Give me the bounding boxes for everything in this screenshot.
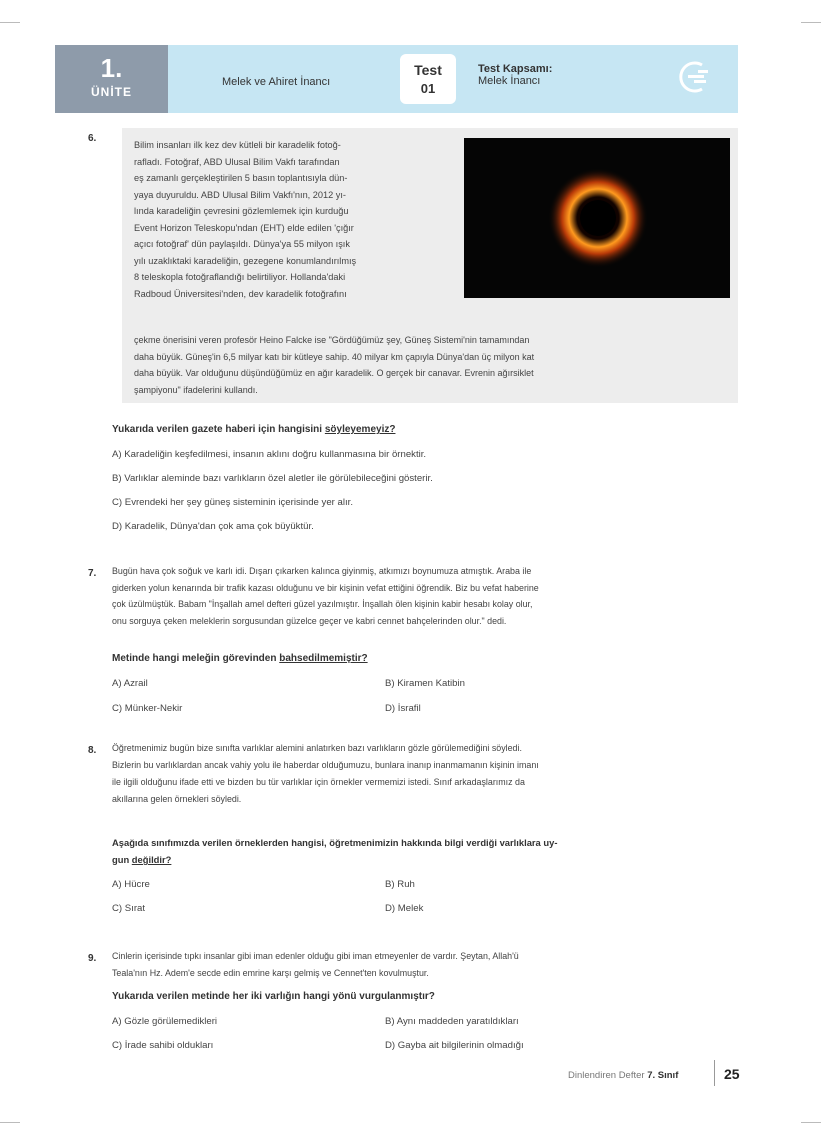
footer-book-title: [568, 1070, 678, 1081]
text-line: ile ilgili olduğunu ifade etti ve bizden bu tür varlıklar için örnekler vermemizi istedi. Sınıf arkadaşlarımız da: [112, 777, 525, 787]
text-line: Bizlerin bu varlıklardan ancak vahiy yolu ile haberdar olduğumuzu, bunlara inanıp inanmamanın kişinin imanı: [112, 760, 539, 770]
book-name: Dinlendiren Defter: [568, 1070, 645, 1081]
question-passage: [112, 948, 519, 981]
header-title: Melek ve Ahiret İnancı: [222, 76, 331, 88]
text-line: çok üzülmüştük. Babam "İnşallah amel defteri güzel yazılmıştır. İnşallah ölen kişinin kabir hesabı kolay olur,: [112, 599, 533, 609]
answer-option[interactable]: D) Gayba ait bilgilerinin olmadığı: [385, 1040, 524, 1051]
question-text: Aşağıda sınıfımızda verilen örneklerden hangisi, öğretmenimizin hakkında bilgi verdiği varlıklara uy-: [112, 837, 558, 848]
test-number: 01: [420, 81, 436, 96]
grade-label: 7. Sınıf: [647, 1070, 679, 1081]
text-line: 8 teleskopla fotoğraflandığı belirtiliyor. Hollanda'daki: [134, 272, 346, 282]
text-line: eş zamanlı gerçekleştirilen 5 basın toplantısıyla dün-: [134, 173, 348, 183]
answer-option[interactable]: B) Kiramen Katibin: [385, 678, 465, 689]
answer-option[interactable]: C) İrade sahibi oldukları: [112, 1040, 214, 1051]
question-emphasis: değildir?: [131, 854, 172, 865]
text-line: Bilim insanları ilk kez dev kütleli bir karadelik fotoğ-: [134, 140, 341, 150]
unit-number: 1.: [100, 53, 123, 83]
crop-mark: [0, 22, 20, 23]
text-line: yaya duyuruldu. ABD Ulusal Bilim Vakfı'nın, 2012 yı-: [134, 189, 346, 200]
news-text-full: [134, 332, 534, 398]
text-line: çekme önerisini veren profesör Heino Falcke ise "Gördüğümüz şey, Güneş Sistemi'nin tamamından: [134, 335, 530, 345]
answer-option[interactable]: D) Melek: [385, 903, 424, 914]
text-line: rafladı. Fotoğraf, ABD Ulusal Bilim Vakfı tarafından: [134, 156, 340, 167]
question-stem: [112, 424, 395, 435]
text-line: akıllarına gelen örnekleri söyledi.: [112, 794, 242, 804]
answer-option[interactable]: A) Azrail: [112, 678, 148, 689]
question-text: gun: [112, 854, 132, 865]
text-line: daha büyük. Güneş'in 6,5 milyar katı bir kütleye sahip. 40 milyar km çapıyla Dünya'dan üç milyon kat: [134, 351, 535, 362]
question-text: Metinde hangi meleğin görevinden: [112, 653, 280, 664]
answer-option[interactable]: D) İsrafil: [385, 703, 421, 714]
text-line: Cinlerin içerisinde tıpkı insanlar gibi iman edenler olduğu gibi iman etmeyenler de vardır. Şeytan, Allah'ü: [112, 951, 519, 961]
text-line: açıcı fotoğraf' dün paylaşıldı. Dünya'ya 55 milyon ışık: [134, 239, 350, 249]
question-stem: Yukarıda verilen metinde her iki varlığın hangi yönü vurgulanmıştır?: [112, 991, 435, 1002]
answer-option[interactable]: A) Hücre: [112, 879, 150, 890]
answer-option[interactable]: C) Evrendeki her şey güneş sisteminin içerisinde yer alır.: [112, 497, 354, 508]
question-passage: [112, 563, 539, 629]
answer-option[interactable]: C) Sırat: [112, 903, 146, 914]
publisher-logo-icon: [672, 55, 720, 103]
scope-label: Test Kapsamı:: [478, 63, 553, 75]
unit-badge: [55, 45, 168, 113]
question-passage: [112, 740, 539, 808]
question-number: 7.: [88, 568, 97, 579]
text-line: Öğretmenimiz bugün bize sınıfta varlıklar alemini anlatırken bazı varlıkların gözle görülemediğini söyledi.: [112, 743, 522, 753]
text-line: Bugün hava çok soğuk ve karlı idi. Dışarı çıkarken kalınca giyinmiş, atkımızı boynumuza atmıştık. Araba ile: [112, 566, 532, 576]
test-scope: [478, 63, 552, 87]
text-line: Teala'nın Hz. Adem'e secde edin emrine karşı gelmiş ve Cennet'ten kovulmuştur.: [112, 967, 429, 978]
answer-option[interactable]: B) Varlıklar aleminde bazı varlıkların özel aletler ile görülebileceğini gösterir.: [112, 473, 433, 484]
answer-option[interactable]: A) Karadeliğin keşfedilmesi, insanın aklını doğru kullanmasına bir örnektir.: [112, 449, 427, 460]
text-line: Radboud Üniversitesi'nden, dev karadelik fotoğrafını: [134, 288, 347, 299]
text-line: lında karadeliğin çevresini gözlemlemek için kurduğu: [134, 206, 349, 216]
question-stem: [112, 834, 557, 868]
answer-option[interactable]: B) Ruh: [385, 879, 415, 890]
answer-option[interactable]: C) Münker-Nekir: [112, 703, 183, 714]
text-line: onu sorguya çeken meleklerin sorgusundan güzelce geçer ve kabri cennet bahçelerinden olur." dedi.: [112, 615, 507, 626]
question-text: Yukarıda verilen gazete haberi için hangisini: [112, 424, 325, 435]
crop-mark: [801, 1122, 821, 1123]
question-number: 8.: [88, 745, 97, 756]
answer-option[interactable]: B) Aynı maddeden yaratıldıkları: [385, 1016, 519, 1027]
crop-mark: [0, 1122, 20, 1123]
text-line: daha büyük. Var olduğunu düşündüğümüz en ağır karadelik. O gerçek bir canavar. Evrenin ağırsiklet: [134, 368, 534, 378]
test-label: Test: [414, 62, 442, 78]
black-hole-photo: [464, 138, 730, 298]
question-number: 9.: [88, 953, 97, 964]
answer-option[interactable]: A) Gözle görülemedikleri: [112, 1016, 218, 1027]
test-badge: [400, 54, 456, 104]
unit-label: ÜNİTE: [91, 85, 132, 99]
text-line: giderken yolun kenarında bir trafik kazası olduğunu ve bir kişinin vefat ettiğini öğrendik. Biz bu vefat haberine: [112, 582, 539, 593]
news-text-wrapped: [134, 137, 356, 302]
scope-value: Melek İnancı: [478, 75, 541, 87]
text-line: yılı uzaklıktaki karadeliğin, gezegene konumlandırılmış: [134, 255, 357, 266]
black-hole-image: [464, 138, 730, 298]
footer-divider: [714, 1060, 715, 1086]
question-emphasis: bahsedilmemiştir?: [279, 653, 368, 664]
question-stem: [112, 653, 368, 664]
crop-mark: [801, 22, 821, 23]
answer-option[interactable]: D) Karadelik, Dünya'dan çok ama çok büyüktür.: [112, 521, 314, 532]
text-line: Event Horizon Teleskopu'ndan (EHT) elde edilen 'çığır: [134, 222, 354, 233]
question-emphasis: söyleyemeyiz?: [324, 424, 396, 435]
page-number: 25: [724, 1066, 740, 1082]
text-line: şampiyonu" ifadelerini kullandı.: [134, 384, 258, 395]
question-number: 6.: [88, 133, 97, 144]
